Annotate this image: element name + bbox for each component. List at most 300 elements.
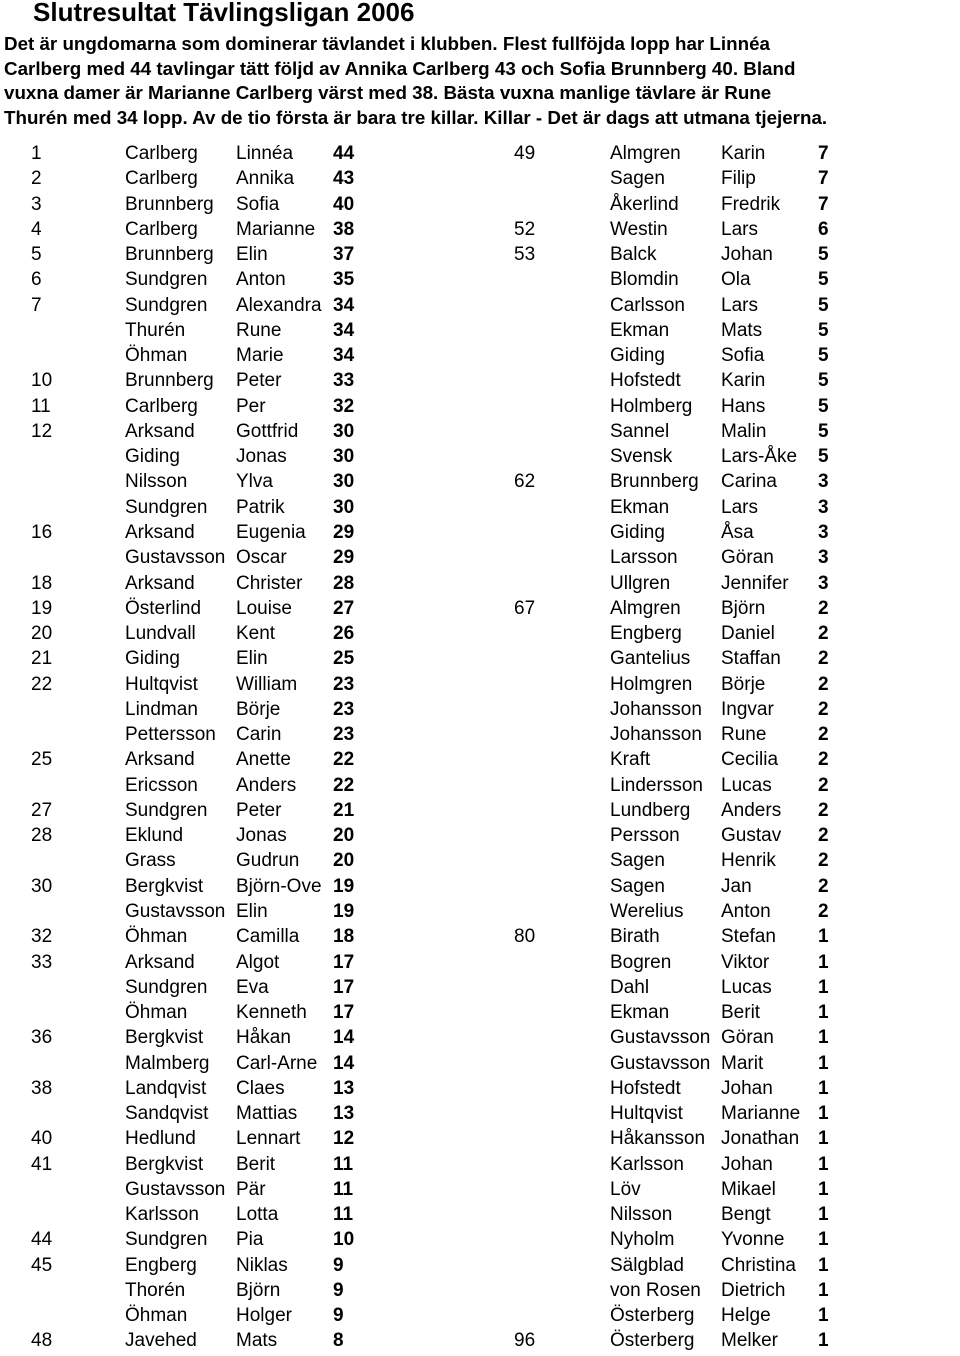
table-row [0,1152,480,1177]
table-row [480,848,960,873]
first-name-cell: Christina [721,1254,796,1276]
table-row [0,242,480,267]
table-row [0,1025,480,1050]
table-row [480,394,960,419]
first-name-cell: Henrik [721,850,776,872]
last-name-cell: Brunnberg [610,471,699,493]
last-name-cell: Thurén [125,319,186,341]
first-name-cell: Anders [721,799,782,821]
score-cell: 20 [333,825,355,847]
first-name-cell: Kent [236,623,276,645]
table-row [480,672,960,697]
rank-cell: 96 [514,1330,536,1352]
table-row [0,267,480,292]
first-name-cell: Camilla [236,926,300,948]
first-name-cell: Marianne [236,218,316,240]
score-cell: 1 [818,1103,829,1125]
first-name-cell: Niklas [236,1254,288,1276]
last-name-cell: Karlsson [125,1204,199,1226]
table-row [0,747,480,772]
score-cell: 23 [333,673,355,695]
first-name-cell: Louise [236,597,292,619]
rank-cell: 21 [31,648,53,670]
rank-cell: 2 [31,168,42,190]
rank-cell: 41 [31,1153,53,1175]
table-row [0,469,480,494]
table-row [0,368,480,393]
table-row [480,722,960,747]
table-row [480,293,960,318]
last-name-cell: Lundberg [610,799,691,821]
first-name-cell: Malin [721,420,767,442]
rank-cell: 80 [514,926,536,948]
score-cell: 9 [333,1254,344,1276]
first-name-cell: Lars [721,294,758,316]
last-name-cell: Giding [125,446,180,468]
score-cell: 23 [333,698,355,720]
table-row [480,1253,960,1278]
first-name-cell: Johan [721,1077,773,1099]
table-row [480,924,960,949]
score-cell: 3 [818,572,829,594]
last-name-cell: Carlberg [125,395,198,417]
first-name-cell: Lotta [236,1204,279,1226]
first-name-cell: Karin [721,370,766,392]
last-name-cell: Carlsson [610,294,685,316]
table-row [0,672,480,697]
score-cell: 34 [333,345,355,367]
score-cell: 1 [818,1128,829,1150]
first-name-cell: Alexandra [236,294,322,316]
rank-cell: 67 [514,597,536,619]
last-name-cell: Åkerlind [610,193,679,215]
last-name-cell: Carlberg [125,143,198,164]
table-row [480,1227,960,1252]
last-name-cell: Bogren [610,951,672,973]
score-cell: 9 [333,1305,344,1327]
score-cell: 27 [333,597,355,619]
last-name-cell: Lundvall [125,623,196,645]
last-name-cell: Öhman [125,345,188,367]
table-row [0,697,480,722]
last-name-cell: Sundgren [125,294,208,316]
first-name-cell: Karin [721,143,766,164]
table-row [480,1177,960,1202]
score-cell: 40 [333,193,355,215]
table-row [0,318,480,343]
rank-cell: 30 [31,875,53,897]
score-cell: 2 [818,850,829,872]
score-cell: 7 [818,193,829,215]
score-cell: 1 [818,1052,829,1074]
first-name-cell: Göran [721,1027,774,1049]
first-name-cell: Pär [236,1178,266,1200]
table-row [0,520,480,545]
table-row [480,798,960,823]
first-name-cell: Berit [721,1002,761,1024]
last-name-cell: Blomdin [610,269,679,291]
score-cell: 29 [333,521,355,543]
table-row [480,773,960,798]
table-row [480,899,960,924]
last-name-cell: Lindman [125,698,198,720]
rank-cell: 1 [31,143,42,164]
rank-cell: 45 [31,1254,53,1276]
first-name-cell: Lars [721,496,758,518]
last-name-cell: Ekman [610,1002,670,1024]
score-cell: 2 [818,623,829,645]
score-cell: 9 [333,1279,344,1301]
last-name-cell: Balck [610,244,657,266]
score-cell: 2 [818,673,829,695]
score-cell: 1 [818,1305,829,1327]
score-cell: 5 [818,395,829,417]
last-name-cell: Javehed [125,1330,197,1352]
first-name-cell: Viktor [721,951,770,973]
last-name-cell: Nyholm [610,1229,675,1251]
last-name-cell: Pettersson [125,724,216,746]
last-name-cell: Giding [610,521,665,543]
score-cell: 11 [333,1204,354,1226]
table-row [480,545,960,570]
last-name-cell: Håkansson [610,1128,706,1150]
first-name-cell: Börje [721,673,766,695]
first-name-cell: Anders [236,774,297,796]
first-name-cell: Lucas [721,774,772,796]
first-name-cell: Per [236,395,266,417]
table-row [0,773,480,798]
score-cell: 30 [333,496,355,518]
last-name-cell: Malmberg [125,1052,210,1074]
rank-cell: 36 [31,1027,53,1049]
last-name-cell: Nilsson [125,471,188,493]
first-name-cell: Mattias [236,1103,298,1125]
first-name-cell: Carin [236,724,282,746]
last-name-cell: Sundgren [125,496,208,518]
table-row [0,1101,480,1126]
first-name-cell: Marie [236,345,284,367]
first-name-cell: Carl-Arne [236,1052,318,1074]
table-row [0,950,480,975]
score-cell: 5 [818,345,829,367]
rank-cell: 3 [31,193,42,215]
last-name-cell: Brunnberg [125,370,214,392]
last-name-cell: Gustavsson [610,1027,711,1049]
first-name-cell: Sofia [721,345,765,367]
rank-cell: 20 [31,623,53,645]
score-cell: 5 [818,294,829,316]
last-name-cell: Eklund [125,825,184,847]
table-row [480,520,960,545]
table-row [480,1000,960,1025]
first-name-cell: Patrik [236,496,285,518]
score-cell: 23 [333,724,355,746]
score-cell: 44 [333,143,355,164]
table-row [0,798,480,823]
table-row [0,1303,480,1328]
first-name-cell: Björn-Ove [236,875,322,897]
last-name-cell: Arksand [125,749,195,771]
table-row [480,747,960,772]
first-name-cell: Kenneth [236,1002,307,1024]
rank-cell: 19 [31,597,53,619]
intro-line: Thurén med 34 lopp. Av de tio första är bara tre killar. Killar - Det är dags att utmana tjejerna. [4,106,828,128]
last-name-cell: Sagen [610,875,665,897]
rank-cell: 33 [31,951,53,973]
score-cell: 6 [818,218,829,240]
last-name-cell: Engberg [610,623,682,645]
table-row [480,469,960,494]
last-name-cell: Westin [610,218,668,240]
score-cell: 3 [818,521,829,543]
first-name-cell: Lennart [236,1128,301,1150]
first-name-cell: Peter [236,370,282,392]
table-row [0,1126,480,1151]
rank-cell: 52 [514,218,536,240]
first-name-cell: Börje [236,698,281,720]
rank-cell: 28 [31,825,53,847]
first-name-cell: Anton [236,269,286,291]
first-name-cell: Jennifer [721,572,789,594]
table-row [480,368,960,393]
last-name-cell: Giding [610,345,665,367]
score-cell: 5 [818,319,829,341]
table-row [0,646,480,671]
rank-cell: 25 [31,749,53,771]
table-row [480,343,960,368]
last-name-cell: Sälgblad [610,1254,684,1276]
last-name-cell: Persson [610,825,680,847]
table-row [480,1076,960,1101]
first-name-cell: Göran [721,547,774,569]
first-name-cell: Mats [236,1330,278,1352]
first-name-cell: Jonas [236,446,287,468]
table-row [0,899,480,924]
score-cell: 20 [333,850,355,872]
last-name-cell: Ullgren [610,572,671,594]
last-name-cell: Löv [610,1178,641,1200]
first-name-cell: Johan [721,244,773,266]
table-row [0,596,480,621]
score-cell: 11 [333,1153,354,1175]
score-cell: 2 [818,875,829,897]
score-cell: 43 [333,168,355,190]
last-name-cell: Kraft [610,749,651,771]
last-name-cell: Arksand [125,572,195,594]
first-name-cell: William [236,673,298,695]
results-table-right [480,141,960,1354]
first-name-cell: Staffan [721,648,781,670]
table-row [480,192,960,217]
last-name-cell: Lindersson [610,774,703,796]
score-cell: 25 [333,648,355,670]
first-name-cell: Algot [236,951,280,973]
intro-line: vuxna damer är Marianne Carlberg värst med 38. Bästa vuxna manlige tävlare är Rune [4,82,772,104]
table-row [0,621,480,646]
score-cell: 2 [818,900,829,922]
score-cell: 1 [818,1229,829,1251]
first-name-cell: Anette [236,749,291,771]
table-row [480,823,960,848]
score-cell: 13 [333,1103,355,1125]
table-row [0,444,480,469]
score-cell: 7 [818,168,829,190]
first-name-cell: Åsa [721,521,754,543]
score-cell: 5 [818,269,829,291]
last-name-cell: Engberg [125,1254,197,1276]
table-row [480,1101,960,1126]
table-row [480,1152,960,1177]
score-cell: 2 [818,774,829,796]
last-name-cell: Öhman [125,1305,188,1327]
first-name-cell: Helge [721,1305,771,1327]
table-row [0,141,480,166]
first-name-cell: Ylva [236,471,273,493]
last-name-cell: Sundgren [125,269,208,291]
table-row [480,596,960,621]
last-name-cell: Bergkvist [125,1027,204,1049]
table-row [0,419,480,444]
first-name-cell: Linnéa [236,143,294,164]
last-name-cell: Dahl [610,976,650,998]
table-row [0,924,480,949]
first-name-cell: Holger [236,1305,292,1327]
last-name-cell: Ekman [610,319,670,341]
score-cell: 30 [333,420,355,442]
last-name-cell: Sandqvist [125,1103,209,1125]
score-cell: 1 [818,1254,829,1276]
last-name-cell: Sundgren [125,1229,208,1251]
last-name-cell: Gustavsson [125,1178,226,1200]
score-cell: 1 [818,1178,829,1200]
score-cell: 12 [333,1128,355,1150]
table-row [0,343,480,368]
last-name-cell: Holmgren [610,673,693,695]
score-cell: 30 [333,471,355,493]
table-row [0,1278,480,1303]
score-cell: 2 [818,597,829,619]
last-name-cell: Svensk [610,446,673,468]
score-cell: 2 [818,698,829,720]
last-name-cell: Carlberg [125,218,198,240]
last-name-cell: Gustavsson [125,900,226,922]
first-name-cell: Berit [236,1153,276,1175]
last-name-cell: Sundgren [125,976,208,998]
score-cell: 17 [333,976,355,998]
first-name-cell: Fredrik [721,193,781,215]
table-row [0,1000,480,1025]
score-cell: 5 [818,370,829,392]
intro-line: Det är ungdomarna som dominerar tävlandet i klubben. Flest fullföjda lopp har Linnéa [4,33,770,54]
table-row [0,823,480,848]
last-name-cell: Holmberg [610,395,693,417]
score-cell: 3 [818,547,829,569]
last-name-cell: Österberg [610,1330,695,1352]
first-name-cell: Eugenia [236,521,306,543]
score-cell: 2 [818,648,829,670]
last-name-cell: Gustavsson [610,1052,711,1074]
last-name-cell: Öhman [125,1002,188,1024]
intro-line: Carlberg med 44 tavlingar tätt följd av Annika Carlberg 43 och Sofia Brunnberg 40. Bland [4,57,796,79]
table-row [480,419,960,444]
table-row [480,166,960,191]
table-row [480,318,960,343]
table-row [0,848,480,873]
table-row [480,571,960,596]
score-cell: 10 [333,1229,355,1251]
score-cell: 28 [333,572,355,594]
score-cell: 2 [818,724,829,746]
results-table-left [0,141,480,1354]
table-row [480,1328,960,1353]
score-cell: 19 [333,875,355,897]
table-row [480,1278,960,1303]
score-cell: 11 [333,1178,354,1200]
last-name-cell: Karlsson [610,1153,684,1175]
first-name-cell: Bengt [721,1204,771,1226]
table-row [0,571,480,596]
table-row [0,166,480,191]
first-name-cell: Rune [721,724,767,746]
first-name-cell: Jan [721,875,752,897]
first-name-cell: Claes [236,1077,285,1099]
table-row [480,950,960,975]
score-cell: 2 [818,825,829,847]
last-name-cell: Arksand [125,420,195,442]
last-name-cell: Hedlund [125,1128,196,1150]
table-row [480,1202,960,1227]
last-name-cell: Larsson [610,547,678,569]
table-row [480,242,960,267]
rank-cell: 10 [31,370,53,392]
first-name-cell: Ingvar [721,698,774,720]
rank-cell: 5 [31,244,42,266]
rank-cell: 6 [31,269,42,291]
table-row [480,975,960,1000]
last-name-cell: Arksand [125,951,195,973]
score-cell: 38 [333,218,355,240]
score-cell: 26 [333,623,355,645]
score-cell: 1 [818,976,829,998]
rank-cell: 62 [514,471,536,493]
score-cell: 5 [818,244,829,266]
rank-cell: 22 [31,673,53,695]
rank-cell: 16 [31,521,53,543]
last-name-cell: Almgren [610,143,681,164]
last-name-cell: Ericsson [125,774,198,796]
first-name-cell: Daniel [721,623,775,645]
score-cell: 1 [818,951,829,973]
last-name-cell: Carlberg [125,168,198,190]
table-row [480,621,960,646]
table-row [0,722,480,747]
first-name-cell: Oscar [236,547,287,569]
score-cell: 14 [333,1052,355,1074]
table-row [0,293,480,318]
last-name-cell: Grass [125,850,176,872]
last-name-cell: Birath [610,926,660,948]
first-name-cell: Hans [721,395,766,417]
table-row [480,141,960,166]
table-row [480,1126,960,1151]
last-name-cell: Gustavsson [125,547,226,569]
first-name-cell: Gudrun [236,850,300,872]
table-row [0,975,480,1000]
score-cell: 34 [333,319,355,341]
score-cell: 30 [333,446,355,468]
table-row [480,267,960,292]
score-cell: 33 [333,370,355,392]
